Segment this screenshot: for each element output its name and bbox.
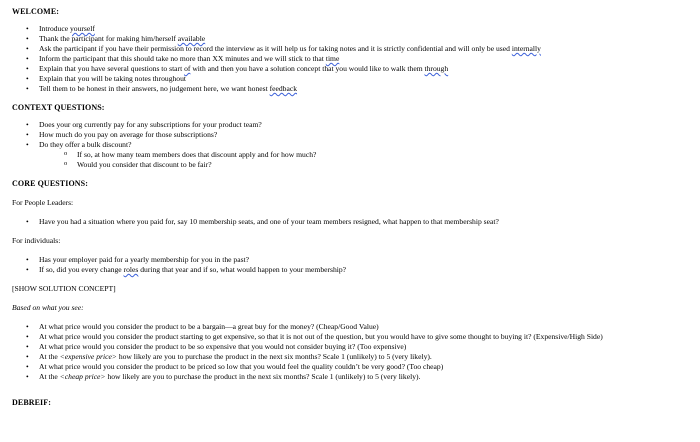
list-item: • At what price would you consider the product to be a bargain—a great buy for the money? (Cheap/Good Value) <box>12 322 700 332</box>
list-item: • Does your org currently pay for any subscriptions for your product team? <box>12 120 700 130</box>
list-item: • Has your employer paid for a yearly membership for you in the past? <box>12 255 700 265</box>
list-item: • At the <expensive price> how likely are you to purchase the product in the next six months? Scale 1 (unlikely) to 5 (very likely). <box>12 352 700 362</box>
list-item: • Thank the participant for making him/herself available <box>12 34 700 44</box>
list-item: • Do they offer a bulk discount? <box>12 140 700 150</box>
list-item: • At the <cheap price> how likely are you to purchase the product in the next six months? Scale 1 (unlikely) to 5 (very likely). <box>12 372 700 382</box>
context-heading: CONTEXT QUESTIONS: <box>12 103 105 112</box>
core-heading: CORE QUESTIONS: <box>12 179 88 188</box>
debrief-heading: DEBREIF: <box>12 398 52 407</box>
list-item: • Introduce yourself <box>12 24 700 34</box>
list-item: • Ask the participant if you have their permission to record the interview as it will help us for taking notes and it is strictly confidential and will only be used internally <box>12 44 700 54</box>
sub-list-item: o If so, at how many team members does that discount apply and for how much? <box>12 150 700 160</box>
list-item: • Have you had a situation where you paid for, say 10 membership seats, and one of your team members resigned, what happen to that membership seat? <box>12 217 700 227</box>
welcome-list <box>12 24 700 94</box>
list-item: • At what price would you consider the product to be so expensive that you would not consider buying it? (Too expensive) <box>12 342 700 352</box>
list-item: • At what price would you consider the product starting to get expensive, so that it is not out of the question, but you would have to give some thought to buying it? (Expensive/High Side) <box>12 332 700 342</box>
sub-list-item: o Would you consider that discount to be fair? <box>12 160 700 170</box>
solution-list <box>12 322 700 382</box>
people-leaders-list <box>12 217 700 227</box>
list-item: • How much do you pay on average for those subscriptions? <box>12 130 700 140</box>
list-item: • Explain that you will be taking notes throughout <box>12 74 700 84</box>
individuals-list <box>12 255 700 275</box>
list-item: • At what price would you consider the product to be priced so low that you would feel the quality couldn’t be very good? (Too cheap) <box>12 362 700 372</box>
individuals-label: For individuals: <box>12 236 61 245</box>
list-item: • If so, did you every change roles during that year and if so, what would happen to your membership? <box>12 265 700 275</box>
show-solution-concept-label: [SHOW SOLUTION CONCEPT] <box>12 284 116 293</box>
people-leaders-label: For People Leaders: <box>12 198 74 207</box>
list-item: • Tell them to be honest in their answers, no judgement here, we want honest feedback <box>12 84 700 94</box>
context-list <box>12 120 700 170</box>
list-item: • Inform the participant that this should take no more than XX minutes and we will stick to that time <box>12 54 700 64</box>
solution-intro: Based on what you see: <box>12 303 84 312</box>
list-item: • Explain that you have several questions to start of with and then you have a solution concept that you would like to walk them through <box>12 64 700 74</box>
welcome-heading: WELCOME: <box>12 7 60 16</box>
